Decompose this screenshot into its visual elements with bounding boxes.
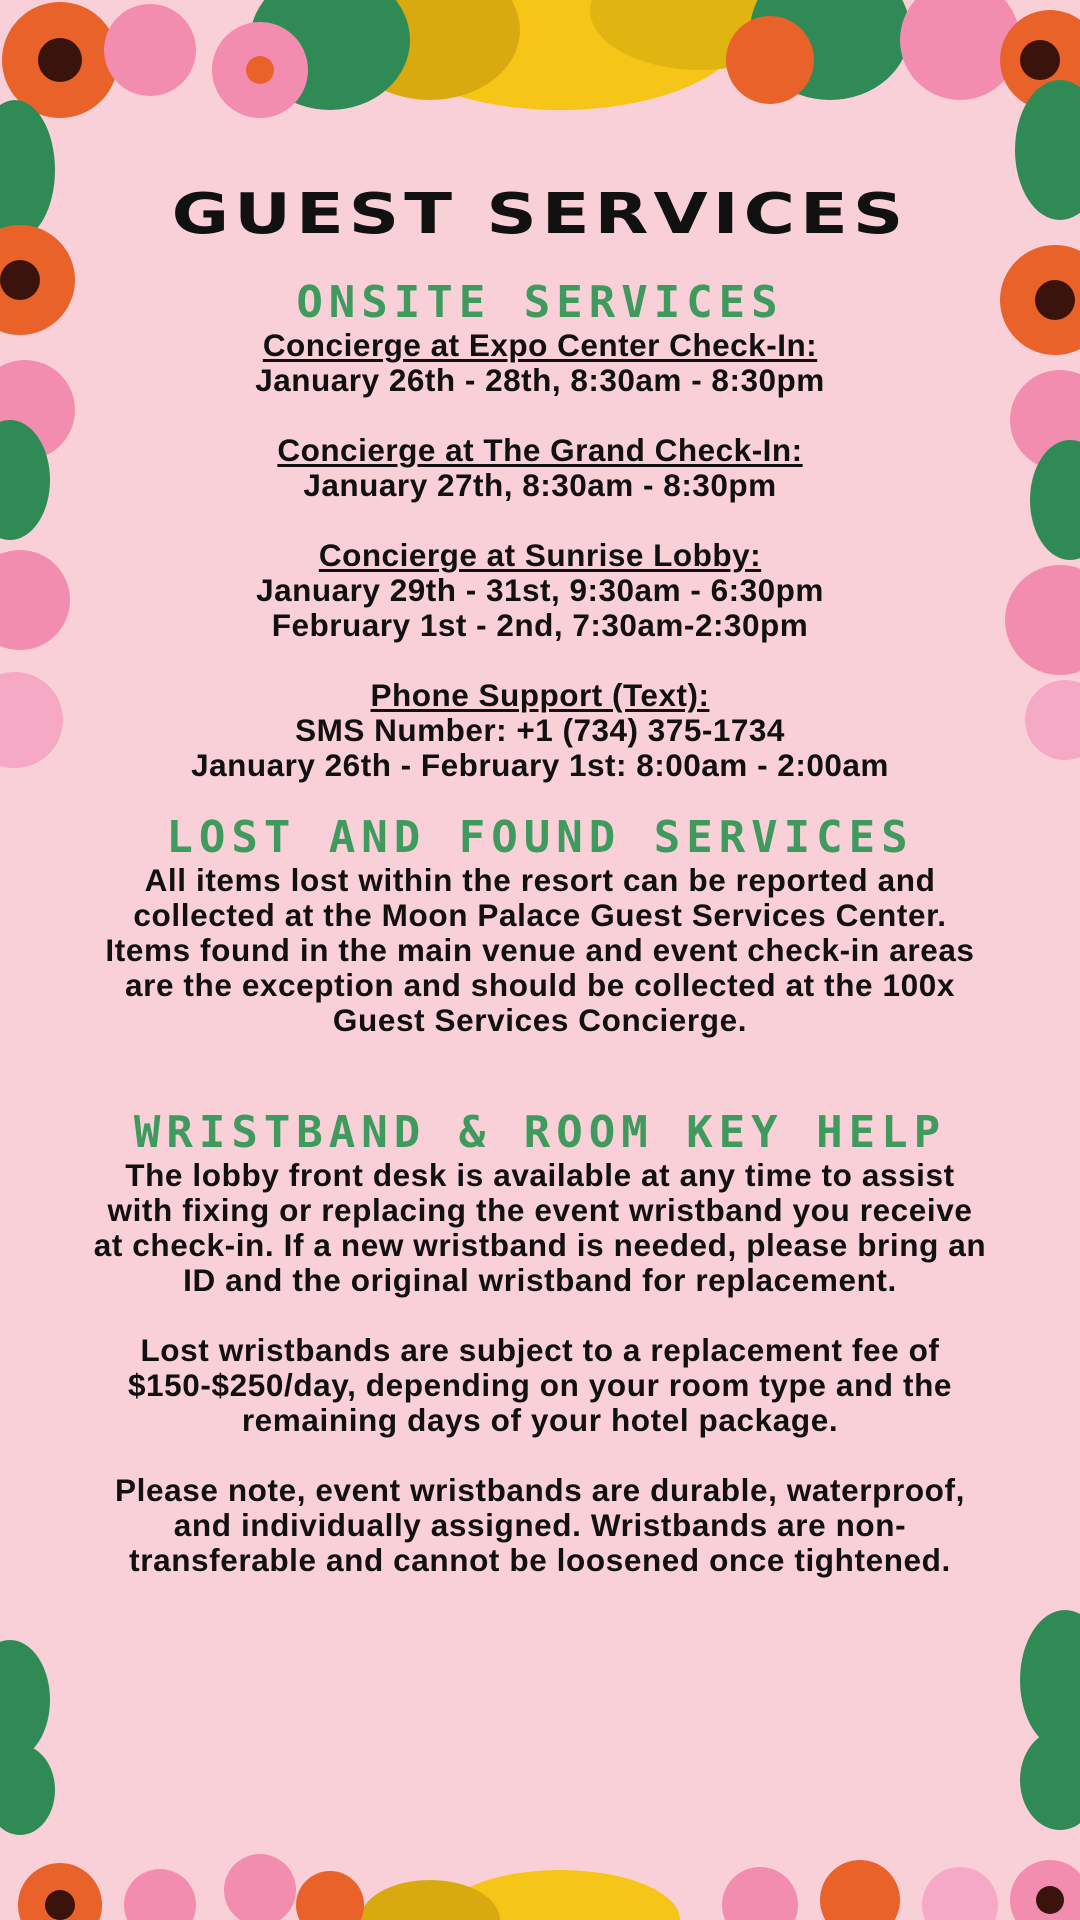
service-hours: February 1st - 2nd, 7:30am-2:30pm <box>271 607 809 643</box>
service-label: Concierge at The Grand Check-In: <box>277 432 803 468</box>
lost-and-found-body: All items lost within the resort can be reported and collected at the Moon Palace Guest Services Center. Items found in the main venue and event check-in areas are the exception and should be collected at the 100x Guest Services Concierge. <box>105 862 975 1038</box>
service-hours: January 29th - 31st, 9:30am - 6:30pm <box>256 572 824 608</box>
sms-number: SMS Number: +1 (734) 375-1734 <box>295 712 785 748</box>
wristband-paragraph: Lost wristbands are subject to a replacement fee of $150-$250/day, depending on your room type and the remaining days of your hotel package. <box>127 1332 953 1438</box>
wristband-paragraph: Please note, event wristbands are durable, waterproof, and individually assigned. Wristbands are non-transferable and cannot be loosened once tightened. <box>115 1472 965 1578</box>
wristband-section <box>0 1108 1080 1578</box>
service-hours: January 26th - 28th, 8:30am - 8:30pm <box>255 362 825 398</box>
service-label: Phone Support (Text): <box>370 677 710 713</box>
service-label: Concierge at Sunrise Lobby: <box>318 537 762 573</box>
service-item-expo-center <box>0 328 1080 398</box>
lost-and-found-heading: LOST AND FOUND SERVICES <box>166 812 914 863</box>
service-label: Concierge at Expo Center Check-In: <box>262 327 818 363</box>
onsite-services-heading: ONSITE SERVICES <box>296 277 784 328</box>
service-hours: January 26th - February 1st: 8:00am - 2:00am <box>191 747 889 783</box>
service-item-grand <box>0 433 1080 503</box>
service-hours: January 27th, 8:30am - 8:30pm <box>303 467 777 503</box>
page-title: GUEST SERVICES <box>171 182 909 247</box>
lost-and-found-section <box>0 813 1080 1038</box>
guest-services-content <box>0 180 1080 1578</box>
wristband-paragraph: The lobby front desk is available at any time to assist with fixing or replacing the event wristband you receive at check-in. If a new wristband is needed, please bring an ID and the original wristband for replacement. <box>93 1157 987 1298</box>
wristband-heading: WRISTBAND & ROOM KEY HELP <box>133 1107 947 1158</box>
service-item-sunrise-lobby <box>0 538 1080 643</box>
onsite-services-section <box>0 278 1080 783</box>
service-item-phone-support <box>0 678 1080 783</box>
